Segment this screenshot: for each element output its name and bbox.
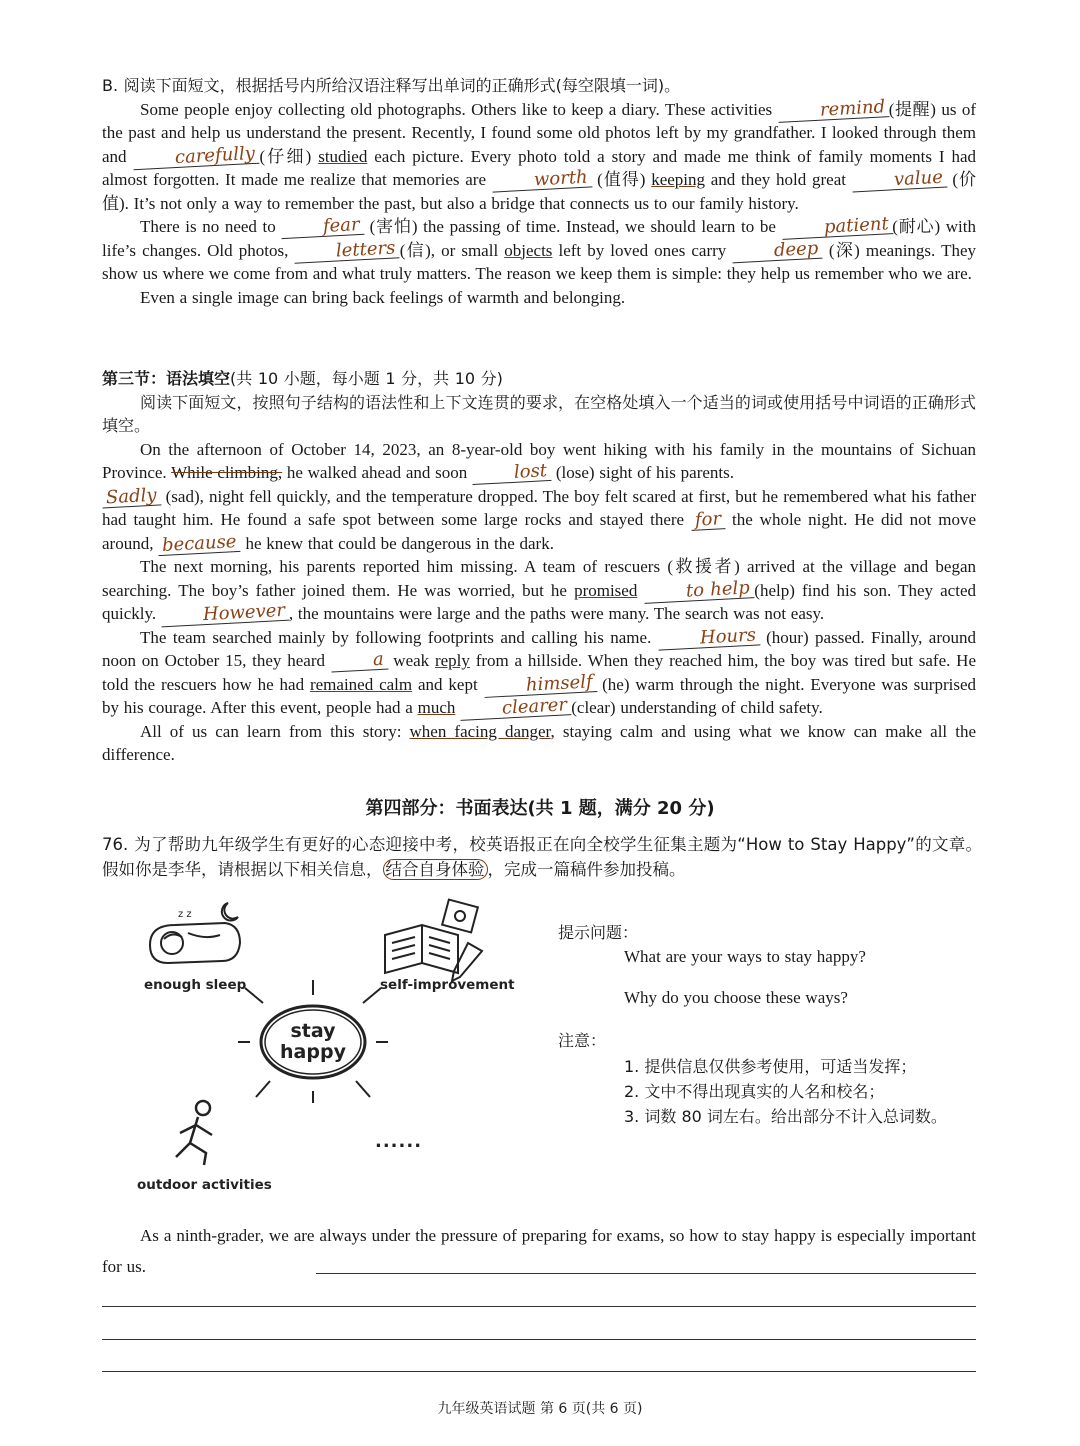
answer-remind[interactable]: remind <box>777 97 889 123</box>
answer-line-2[interactable] <box>102 1306 976 1307</box>
note-2: 2. 文中不得出现真实的人名和校名； <box>624 1082 885 1101</box>
page-footer: 九年级英语试题 第 6 页(共 6 页) <box>437 1401 643 1417</box>
running-person-icon <box>176 1101 212 1165</box>
section-b-paragraph-2: There is no need to fear (害怕) the passing of time. Instead, we should learn to be patient (耐心) with life’s changes. Old photos, letters (信), or small objects left by loved ones carry deep (深) meanings. They show us where we come from and what truly matters. The reason we keep them is simple: they help us remember who we are. <box>102 213 976 283</box>
answer-to-help[interactable]: to help <box>644 578 755 604</box>
section-b-title: B. 阅读下面短文，根据括号内所给汉语注释写出单词的正确形式(每空限填一词)。 <box>102 76 681 95</box>
section-3 <box>102 367 976 767</box>
answer-lost[interactable]: lost <box>472 461 552 485</box>
answer-sadly[interactable]: Sadly <box>102 485 161 508</box>
book-icon <box>385 900 478 973</box>
answer-himself[interactable]: himself <box>483 672 597 698</box>
pencil-icon <box>452 943 482 981</box>
label-stay-happy: stay happy <box>280 1020 346 1063</box>
question-76 <box>102 832 982 882</box>
section-3-paragraph-3: The team searched mainly by following footprints and calling his name. Hours (hour) passed. Finally, around noon on October 15, they heard a weak reply from a hillside. When they reached him, the boy was tired but safe. He told the rescuers how he had remained calm and kept himself (he) warm through the night. Everyone was surprised by his courage. After this event, people had a much clearer (clear) understanding of child safety. <box>102 626 976 720</box>
section-b-paragraph-3: Even a single image can bring back feelings of warmth and belonging. <box>140 287 626 307</box>
section-3-paragraph-1b: Sadly (sad), night fell quickly, and the temperature dropped. The boy felt scared at first, but he remembered what his father had taught him. He found a safe spot between some large rocks and stayed there for the whole night. He did not move around, because he knew that could be dangerous in the dark. <box>102 484 976 556</box>
answer-line-3[interactable] <box>102 1339 976 1340</box>
label-enough-sleep: enough sleep <box>144 977 247 993</box>
answer-because[interactable]: because <box>158 531 241 555</box>
answer-line-1[interactable] <box>316 1273 976 1274</box>
answer-carefully[interactable]: carefully <box>133 143 260 170</box>
sleeping-person-icon <box>150 909 240 963</box>
section-3-instructions: 阅读下面短文，按照句子结构的语法性和上下文连贯的要求，在空格处填入一个适当的词或使用括号中词语的正确形式填空。 <box>102 392 976 435</box>
answer-worth[interactable]: worth <box>491 167 592 192</box>
label-outdoor-activities: outdoor activities <box>137 1177 272 1193</box>
answer-patient[interactable]: patient <box>781 214 893 240</box>
answer-fear[interactable]: fear <box>281 215 365 239</box>
section-3-paragraph-1: On the afternoon of October 14, 2023, an 8-year-old boy went hiking with his family in the mountains of Sichuan Province. While climbing, he walked ahead and soon lost (lose) sight of his parents. <box>102 438 976 485</box>
moon-icon <box>222 903 238 921</box>
section-b-paragraph-1: Some people enjoy collecting old photographs. Others like to keep a diary. These activities remind (提醒) us of the past and help us understand the present. Recently, I found some old photos left by my grandfather. I looked through them and carefully (仔细) studied each picture. Every photo told a story and made me think of family moments I had almost forgotten. It made me realize that memories are worth (值得) keeping and they hold great value (价值). It’s not only a way to remember the past, but also a bridge that connects us to our family history. <box>102 95 977 213</box>
answer-deep[interactable]: deep <box>732 238 823 263</box>
answer-clearer[interactable]: clearer <box>460 695 572 721</box>
notes-title: 注意： <box>558 1031 607 1050</box>
section-3-paragraph-4: All of us can learn from this story: when facing danger, staying calm and using what we know can make all the difference. <box>102 721 976 764</box>
answer-hours[interactable]: Hours <box>657 625 760 650</box>
section-3-paragraph-2: The next morning, his parents reported him missing. A team of rescuers (救援者) arrived at the village and began searching. The boy’s father joined them. He was worried, but he promised to help (help) find his son. They acted quickly. However , the mountains were large and the paths were many. The search was not easy. <box>102 555 976 626</box>
stay-happy-diagram <box>130 895 530 1205</box>
label-ellipsis: ...... <box>375 1131 423 1152</box>
hints-title: 提示问题： <box>558 923 639 942</box>
section-3-title: 第三节：语法填空(共 10 小题，每小题 1 分，共 10 分) <box>102 369 503 388</box>
note-3: 3. 词数 80 词左右。给出部分不计入总词数。 <box>624 1107 947 1126</box>
question-76-prompt: 76. 为了帮助九年级学生有更好的心态迎接中考，校英语报正在向全校学生征集主题为“How to Stay Happy”的文章。假如你是李华，请根据以下相关信息， 结合自身体验 ，完成一篇稿件参加投稿。 <box>102 835 982 879</box>
hint-question-1: What are your ways to stay happy? <box>624 947 866 966</box>
writing-opening: As a ninth-grader, we are always under the pressure of preparing for exams, so how to stay happy is especially important for us. <box>102 1226 976 1276</box>
label-self-improvement: self-improvement <box>380 977 515 993</box>
hint-question-2: Why do you choose these ways? <box>624 988 848 1007</box>
part-4-title: 第四部分：书面表达(共 1 题，满分 20 分) <box>365 798 715 819</box>
note-1: 1. 提供信息仅供参考使用，可适当发挥； <box>624 1057 917 1076</box>
answer-value[interactable]: value <box>851 168 947 193</box>
answer-however[interactable]: However <box>160 601 289 628</box>
answer-line-4[interactable] <box>102 1371 976 1372</box>
answer-letters[interactable]: letters <box>294 238 400 263</box>
answer-a[interactable]: a <box>330 650 388 673</box>
answer-for[interactable]: for <box>691 509 726 531</box>
svg-text:z z: z z <box>178 909 192 920</box>
section-b <box>102 74 976 309</box>
